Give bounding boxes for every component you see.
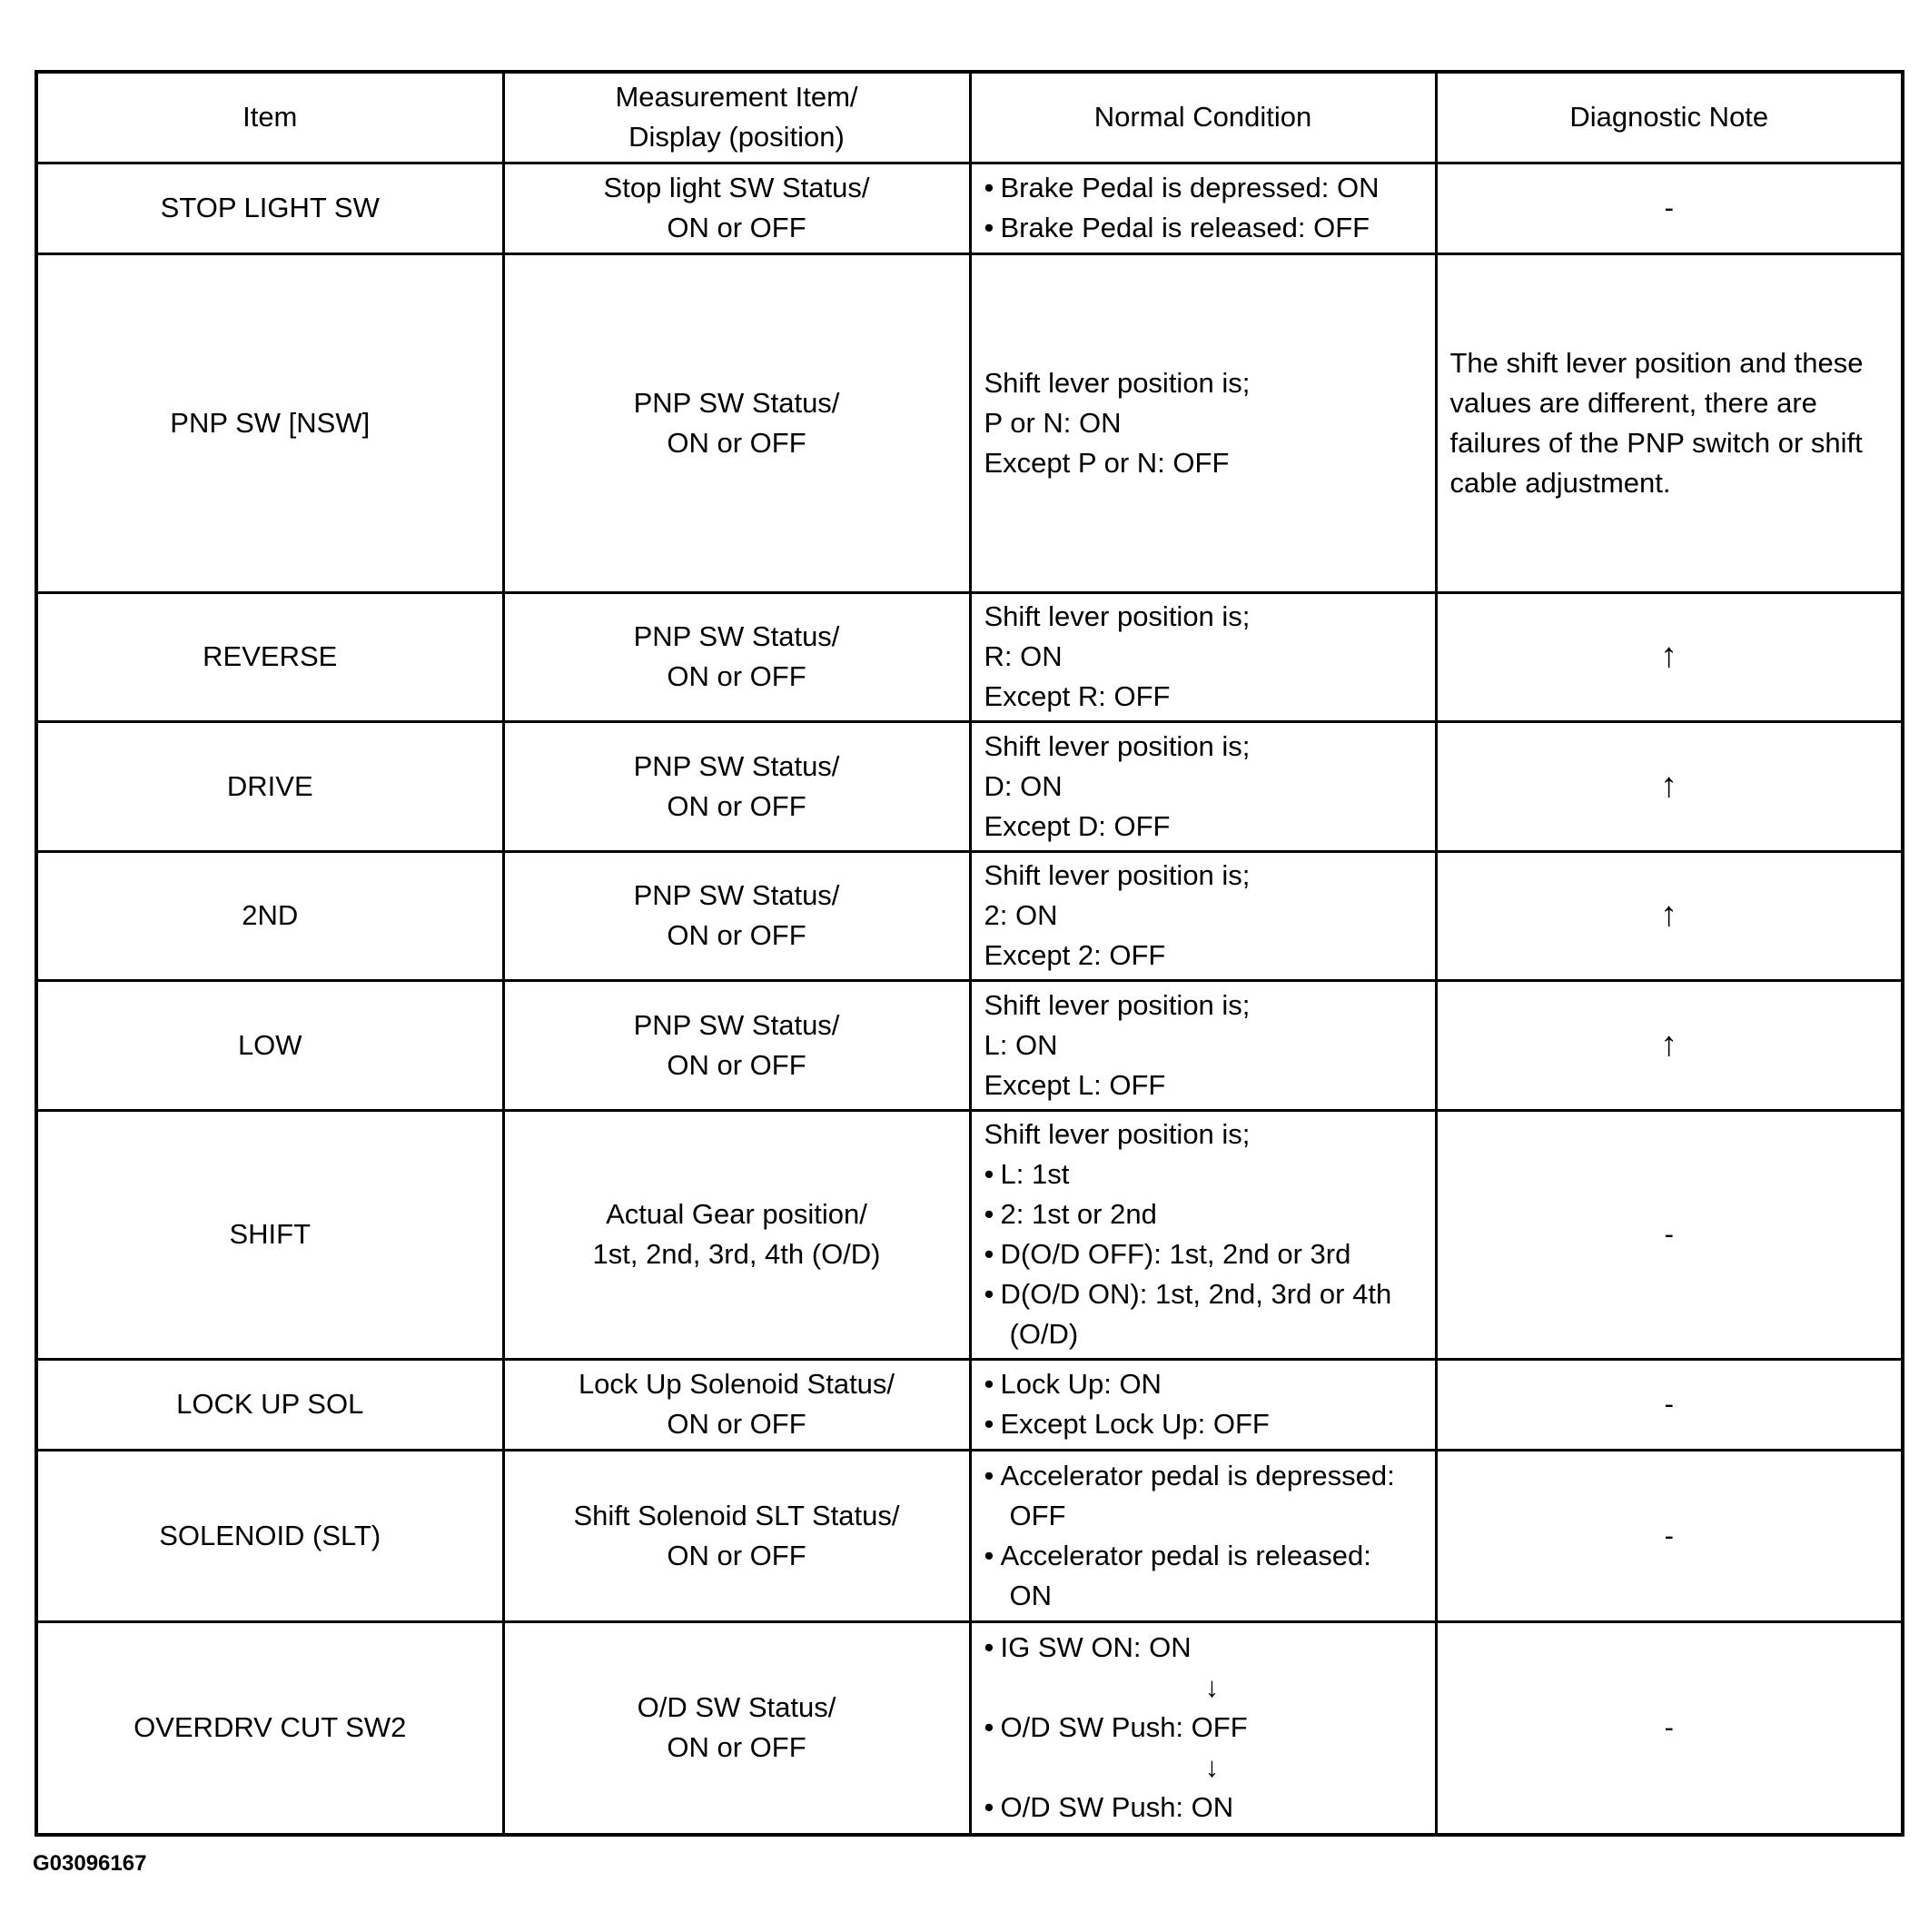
- condition-bullet-item: • D(O/D OFF): 1st, 2nd or 3rd: [984, 1234, 1422, 1274]
- condition-line: Except P or N: OFF: [984, 446, 1230, 479]
- table-row: [36, 1359, 1903, 1450]
- measurement-line: ON or OFF: [667, 660, 806, 692]
- down-arrow-icon: ↓: [1204, 1751, 1220, 1784]
- measurement-cell: [503, 851, 970, 980]
- measurement-line: PNP SW Status/: [633, 879, 840, 911]
- condition-bullet-item: • L: 1st: [984, 1154, 1422, 1194]
- measurement-line: ON or OFF: [667, 1408, 806, 1440]
- ditto-up-arrow-icon: ↑: [1660, 766, 1678, 805]
- diagnostic-data-table: [35, 70, 1904, 1837]
- condition-bullet-item: • Accelerator pedal is depressed:: [984, 1456, 1422, 1496]
- measurement-cell: [503, 592, 970, 721]
- measurement-cell: [503, 721, 970, 851]
- table-row: [36, 1110, 1903, 1359]
- measurement-line: O/D SW Status/: [637, 1691, 836, 1724]
- diagnostic-note-cell: [1436, 980, 1903, 1110]
- condition-line: Shift lever position is;: [984, 366, 1251, 399]
- header-measurement-line: Measurement Item/: [615, 81, 858, 114]
- item-cell: DRIVE: [36, 721, 503, 851]
- condition-line: Except R: OFF: [984, 680, 1171, 712]
- condition-bullet-item: • Brake Pedal is depressed: ON: [984, 168, 1422, 208]
- diagnostic-note-cell: -: [1436, 1621, 1903, 1835]
- measurement-line: Stop light SW Status/: [603, 172, 870, 203]
- condition-bullet-item: • IG SW ON: ON: [984, 1628, 1422, 1668]
- table-row: [36, 980, 1903, 1110]
- measurement-cell: [503, 163, 970, 253]
- header-diagnostic-note: Diagnostic Note: [1436, 72, 1903, 163]
- condition-line: L: ON: [984, 1028, 1058, 1061]
- measurement-line: PNP SW Status/: [633, 620, 840, 652]
- measurement-line: Shift Solenoid SLT Status/: [573, 1499, 900, 1531]
- condition-cell: [970, 592, 1436, 721]
- condition-cell: [970, 1621, 1436, 1835]
- condition-bullet-item: • Brake Pedal is released: OFF: [984, 208, 1422, 248]
- measurement-cell: [503, 1621, 970, 1835]
- measurement-line: ON or OFF: [667, 789, 806, 822]
- condition-continuation: (O/D): [1009, 1318, 1079, 1350]
- diagnostic-note-text: The shift lever position and these values are different, there are failures of the PNP switch or shift cable adjustment.: [1449, 346, 1864, 499]
- condition-continuation: ON: [1009, 1579, 1052, 1611]
- condition-bullet-item: • Accelerator pedal is released:: [984, 1536, 1422, 1576]
- item-cell: SOLENOID (SLT): [36, 1450, 503, 1621]
- header-measurement-line: Display (position): [628, 121, 845, 154]
- condition-line: Shift lever position is;: [984, 859, 1251, 891]
- item-cell: PNP SW [NSW]: [36, 253, 503, 592]
- condition-line: 2: ON: [984, 899, 1058, 931]
- measurement-cell: [503, 980, 970, 1110]
- ditto-up-arrow-icon: ↑: [1660, 896, 1678, 934]
- header-row: [36, 72, 1903, 163]
- header-normal-condition: Normal Condition: [970, 72, 1436, 163]
- condition-cell: [970, 1359, 1436, 1450]
- diagnostic-note-cell: -: [1436, 1359, 1903, 1450]
- condition-continuation: OFF: [1009, 1499, 1066, 1531]
- condition-line: Except 2: OFF: [984, 939, 1166, 971]
- ditto-up-arrow-icon: ↑: [1660, 1025, 1678, 1064]
- measurement-line: ON or OFF: [667, 212, 806, 243]
- measurement-line: PNP SW Status/: [633, 749, 840, 782]
- condition-cell: [970, 721, 1436, 851]
- item-cell: 2ND: [36, 851, 503, 980]
- diagnostic-note-cell: -: [1436, 1110, 1903, 1359]
- measurement-line: 1st, 2nd, 3rd, 4th (O/D): [592, 1238, 881, 1270]
- diagnostic-note-cell: -: [1436, 163, 1903, 253]
- figure-code: G03096167: [33, 1851, 147, 1876]
- condition-cell: [970, 163, 1436, 253]
- condition-line: Except L: OFF: [984, 1068, 1166, 1101]
- table-row: [36, 721, 1903, 851]
- diagnostic-note-cell: [1436, 721, 1903, 851]
- measurement-line: ON or OFF: [667, 1539, 806, 1571]
- measurement-cell: [503, 1450, 970, 1621]
- condition-cell: [970, 980, 1436, 1110]
- measurement-line: ON or OFF: [667, 919, 806, 951]
- condition-bullet-item: • Except Lock Up: OFF: [984, 1404, 1422, 1444]
- diagnostic-note-cell: [1436, 253, 1903, 592]
- measurement-line: PNP SW Status/: [633, 386, 840, 419]
- item-cell: OVERDRV CUT SW2: [36, 1621, 503, 1835]
- item-cell: SHIFT: [36, 1110, 503, 1359]
- table-row: [36, 851, 1903, 980]
- condition-line: R: ON: [984, 640, 1063, 672]
- measurement-line: ON or OFF: [667, 1048, 806, 1081]
- table-row: [36, 1450, 1903, 1621]
- down-arrow-icon: ↓: [1204, 1671, 1220, 1704]
- item-cell: LOCK UP SOL: [36, 1359, 503, 1450]
- condition-cell: [970, 253, 1436, 592]
- measurement-cell: [503, 253, 970, 592]
- item-cell: REVERSE: [36, 592, 503, 721]
- item-cell: STOP LIGHT SW: [36, 163, 503, 253]
- condition-line: P or N: ON: [984, 406, 1122, 439]
- measurement-line: ON or OFF: [667, 1731, 806, 1764]
- diagnostic-note-cell: [1436, 592, 1903, 721]
- measurement-cell: [503, 1110, 970, 1359]
- measurement-line: Lock Up Solenoid Status/: [578, 1368, 895, 1400]
- item-cell: LOW: [36, 980, 503, 1110]
- condition-cell: [970, 1450, 1436, 1621]
- condition-bullet-item: • Lock Up: ON: [984, 1364, 1422, 1404]
- measurement-line: Actual Gear position/: [606, 1198, 867, 1230]
- ditto-up-arrow-icon: ↑: [1660, 637, 1678, 675]
- header-item: Item: [36, 72, 503, 163]
- condition-bullet-item: • O/D SW Push: ON: [984, 1788, 1422, 1828]
- condition-bullet-item: • O/D SW Push: OFF: [984, 1708, 1422, 1748]
- table-row: [36, 592, 1903, 721]
- condition-line: Shift lever position is;: [984, 600, 1251, 632]
- condition-line: Shift lever position is;: [984, 729, 1251, 762]
- table-row: [36, 163, 1903, 253]
- condition-line: Shift lever position is;: [984, 988, 1251, 1021]
- table-row: [36, 1621, 1903, 1835]
- condition-bullet-item: • D(O/D ON): 1st, 2nd, 3rd or 4th: [984, 1274, 1422, 1314]
- condition-cell: [970, 1110, 1436, 1359]
- condition-cell: [970, 851, 1436, 980]
- measurement-line: PNP SW Status/: [633, 1008, 840, 1041]
- measurement-line: ON or OFF: [667, 426, 806, 459]
- diagnostic-note-cell: -: [1436, 1450, 1903, 1621]
- table-row: [36, 253, 1903, 592]
- condition-bullet-item: • 2: 1st or 2nd: [984, 1194, 1422, 1234]
- condition-line: Shift lever position is;: [984, 1118, 1251, 1150]
- condition-line: Except D: OFF: [984, 809, 1171, 842]
- condition-line: D: ON: [984, 769, 1063, 802]
- measurement-cell: [503, 1359, 970, 1450]
- diagnostic-note-cell: [1436, 851, 1903, 980]
- header-measurement: [503, 72, 970, 163]
